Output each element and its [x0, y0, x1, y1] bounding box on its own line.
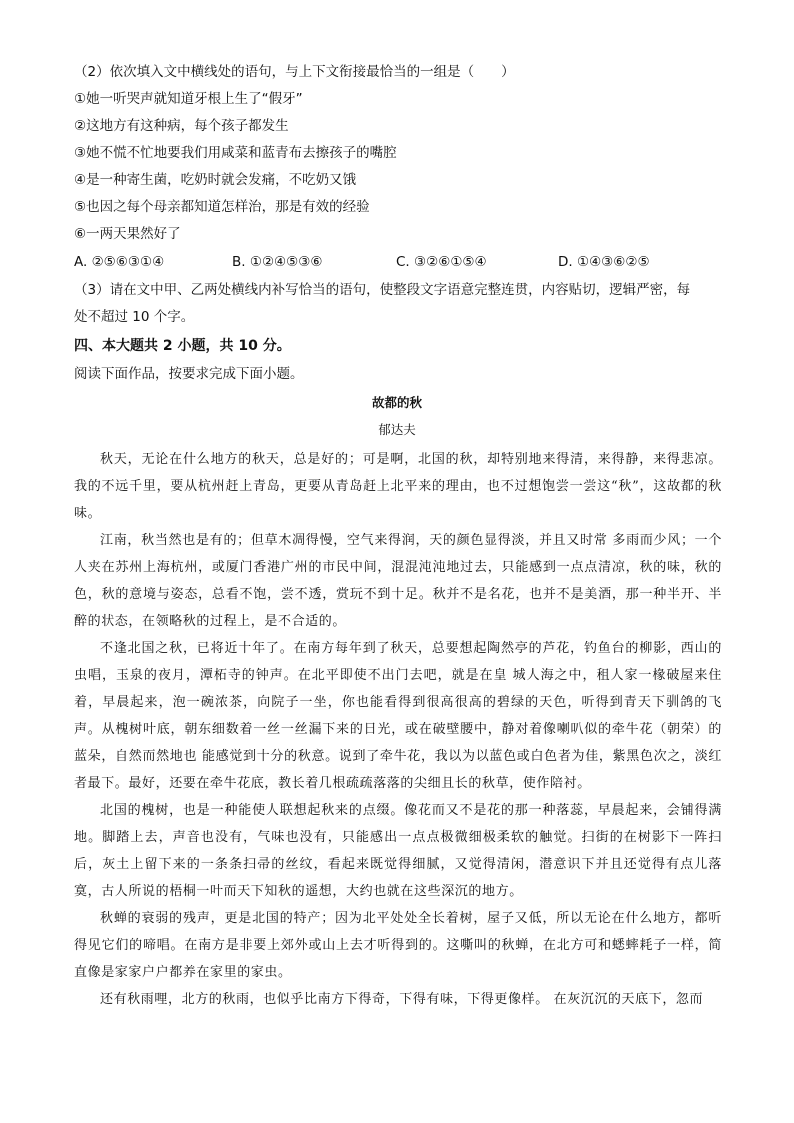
- section-heading: 四、本大题共 2 小题，共 10 分。: [74, 338, 291, 354]
- question-3-line-1: （3）请在文中甲、乙两处横线内补写恰当的语句，使整段文字语意完整连贯，内容贴切，逻辑严密，每: [74, 282, 691, 298]
- option-b: B. ①②④⑤③⑥: [232, 254, 323, 270]
- question-2-prompt: （2）依次填入文中横线处的语句，与上下文衔接最恰当的一组是（ ）: [74, 64, 515, 80]
- article-title: 故都的秋: [371, 395, 422, 410]
- section-instruction: 阅读下面作品，按要求完成下面小题。: [74, 366, 304, 382]
- answer-item-4: ④是一种寄生菌，吃奶时就会发痛，不吃奶又饿: [74, 172, 357, 188]
- article-paragraph-3: 不逢北国之秋，已将近十年了。在南方每年到了秋天，总要想起陶然亭的芦花，钓鱼台的柳影，西山的虫唱，玉泉的夜月，潭柘寺的钟声。在北平即使不出门去吧，就是在皇 城人海之中，租人家一椽破屋来住着，早晨起来，泡一碗浓茶，向院子一坐，你也能看得到很高很高的碧绿的天色，听得到青天下驯鸽的飞声。从槐树叶底，朝东细数着一丝一丝漏下来的日光，或在破壁腰中，静对着像喇叭似的牵牛花（朝荣）的蓝朵，自然而然地也 能感觉到十分的秋意。说到了牵牛花，我以为以蓝色或白色者为佳，紫黑色次之，淡红者最下。最好，还要在牵牛花底，教长着几根疏疏落落的尖细且长的秋草，使作陪衬。: [74, 641, 722, 791]
- answer-item-2: ②这地方有这种病，每个孩子都发生: [74, 118, 289, 134]
- answer-item-3: ③她不慌不忙地要我们用咸菜和蓝青布去擦孩子的嘴腔: [74, 145, 397, 161]
- option-c: C. ③②⑥①⑤④: [396, 254, 487, 270]
- article-paragraph-1: 秋天，无论在什么地方的秋天，总是好的；可是啊，北国的秋，却特别地来得清，来得静，来得悲凉。我的不远千里，要从杭州赶上青岛，更要从青岛赶上北平来的理由，也不过想饱尝一尝这“秋”，这故都的秋味。: [74, 452, 722, 521]
- answer-item-5: ⑤也因之每个母亲都知道怎样治，那是有效的经验: [74, 199, 370, 215]
- article-author: 郁达夫: [378, 422, 416, 437]
- answer-item-1: ①她一听哭声就知道牙根上生了“假牙”: [74, 91, 303, 107]
- option-d: D. ①④③⑥②⑤: [558, 254, 650, 270]
- article-paragraph-5: 秋蝉的衰弱的残声，更是北国的特产；因为北平处处全长着树，屋子又低，所以无论在什么地方，都听得见它们的啼唱。在南方是非要上郊外或山上去才听得到的。这嘶叫的秋蝉，在北方可和蟋蟀耗子一样，简直像是家家户户都养在家里的家虫。: [74, 911, 722, 980]
- article-paragraph-4: 北国的槐树，也是一种能使人联想起秋来的点缀。像花而又不是花的那一种落蕊，早晨起来，会铺得满地。脚踏上去，声音也没有，气味也没有，只能感出一点点极微细极柔软的触觉。扫街的在树影下一阵扫后，灰土上留下来的一条条扫帚的丝纹，看起来既觉得细腻，又觉得清闲，潜意识下并且还觉得有点儿落寞，古人所说的梧桐一叶而天下知秋的遥想，大约也就在这些深沉的地方。: [74, 803, 722, 899]
- question-3-line-2: 处不超过 10 个字。: [74, 309, 195, 325]
- answer-item-6: ⑥一两天果然好了: [74, 226, 181, 242]
- option-a: A. ②⑤⑥③①④: [74, 254, 165, 270]
- article-paragraph-6: 还有秋雨哩，北方的秋雨，也似乎比南方下得奇，下得有味，下得更像样。 在灰沉沉的天底下，忽而: [100, 992, 704, 1007]
- article-paragraph-2: 江南，秋当然也是有的；但草木凋得慢，空气来得润，天的颜色显得淡，并且又时常 多雨而少风；一个人夹在苏州上海杭州，或厦门香港广州的市民中间，混混沌沌地过去，只能感到一点点清凉，秋的味，秋的色，秋的意境与姿态，总看不饱，尝不透，赏玩不到十足。秋并不是名花，也并不是美酒，那一种半开、半醉的状态，在领略秋的过程上，是不合适的。: [74, 533, 722, 629]
